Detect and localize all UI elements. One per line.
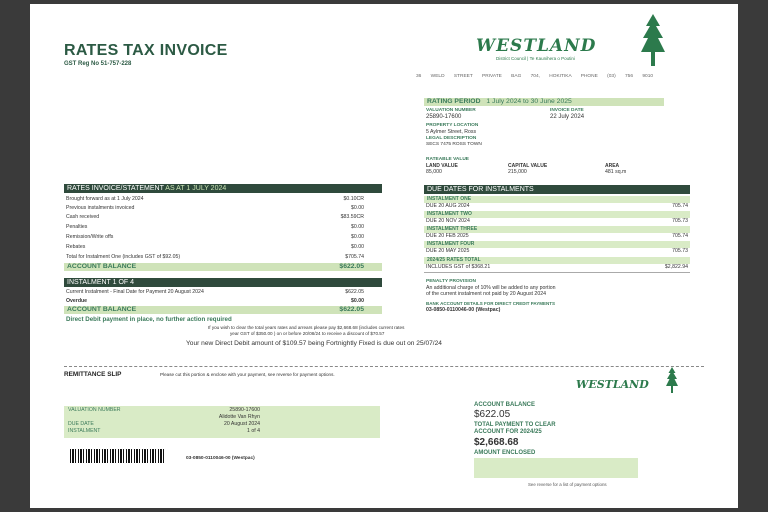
overdue-value: $0.00 (351, 298, 364, 304)
statement-row (66, 196, 364, 202)
rating-period-value: 1 July 2024 to 30 June 2025 (486, 98, 572, 105)
capital-value: 215,000 (508, 169, 527, 175)
area-label: AREA (605, 163, 620, 169)
statement-row-value: $0.00 (351, 224, 364, 230)
instalment-balance-value: $622.05 (339, 306, 364, 313)
current-instalment-value: $622.05 (345, 289, 364, 295)
due-dates-heading: DUE DATES FOR INSTALMENTS (424, 185, 690, 194)
property-location: 5 Aylmer Street, Ross (426, 129, 477, 135)
penalty-text-1: An additional charge of 10% will be added to any portion (426, 285, 556, 291)
remittance-row (68, 428, 260, 434)
instalment-heading: INSTALMENT 1 OF 4 (64, 278, 382, 287)
remittance-logo: WESTLAND (576, 378, 649, 391)
total-clear-label-1: TOTAL PAYMENT TO CLEAR (474, 422, 556, 428)
direct-debit-amount-note: Your new Direct Debit amount of $109.57 being Fortnightly Fixed is due out on 25/07/24 (186, 340, 442, 347)
remittance-instruction: Please cut this portion & enclose with your payment, see reverse for payment options. (160, 372, 335, 377)
barcode (70, 449, 166, 463)
statement-row-label: Brought forward as at 1 July 2024 (66, 196, 144, 202)
rating-period-label: RATING PERIOD (427, 98, 481, 105)
land-value: 85,000 (426, 169, 442, 175)
instalment-due-row (426, 233, 688, 239)
area-value: 481 sq.m (605, 169, 627, 175)
legal-description-label: LEGAL DESCRIPTION (426, 136, 477, 141)
statement-row-value: $0.00 (351, 244, 364, 250)
remittance-bank-ref: 03-0850-0110046-00 (Westpac) (186, 456, 255, 461)
property-location-label: PROPERTY LOCATION (426, 123, 479, 128)
statement-row-label: Total for Instalment One (includes GST of $92.05) (66, 254, 181, 260)
penalty-label: PENALTY PROVISION (426, 279, 476, 284)
statement-heading (64, 184, 382, 193)
instalment-due-date: DUE 20 MAY 2025 (426, 248, 470, 254)
overdue-label: Overdue (66, 298, 88, 304)
instalment-due-row (426, 203, 688, 209)
remittance-tree-icon (664, 366, 680, 394)
legal-description: SECS 7475 ROSS TOWN (426, 142, 482, 147)
statement-balance-bar (64, 263, 382, 271)
statement-row-value: $0.10CR (343, 196, 364, 202)
remittance-row-value: 1 of 4 (247, 428, 260, 434)
statement-row-value: $83.59CR (340, 214, 364, 220)
tree-logo-icon (638, 12, 668, 68)
invoice-page (30, 4, 738, 508)
amount-enclosed-label: AMOUNT ENCLOSED (474, 450, 536, 456)
divider (424, 272, 690, 273)
statement-row (66, 214, 364, 220)
statement-row-label: Remission/Write offs (66, 234, 114, 240)
statement-row-value: $0.00 (351, 234, 364, 240)
statement-balance-label: ACCOUNT BALANCE (67, 263, 137, 270)
current-instalment-row (66, 289, 364, 295)
total-clear-value: $2,668.68 (474, 437, 519, 448)
total-clear-label-2: ACCOUNT FOR 2024/25 (474, 429, 542, 435)
statement-row (66, 244, 364, 250)
remittance-balance-label: ACCOUNT BALANCE (474, 402, 535, 408)
direct-debit-note: Direct Debit payment in place, no further action required (66, 316, 232, 323)
penalty-text-2: of the current instalment not paid by 20 August 2024 (426, 291, 546, 297)
capital-value-label: CAPITAL VALUE (508, 163, 548, 169)
remittance-row-label: DUE DATE (68, 421, 94, 427)
bank-account-number: 03-0850-0110046-00 (Westpac) (426, 307, 501, 313)
statement-heading-label: RATES INVOICE/STATEMENT (67, 185, 164, 192)
invoice-date: 22 July 2024 (550, 114, 585, 120)
statement-row-value: $0.00 (351, 205, 364, 211)
statement-row-label: Rebates (66, 244, 86, 250)
remittance-title: REMITTANCE SLIP (64, 371, 122, 378)
instalment-amount: 705.73 (672, 248, 688, 254)
instalment-balance-label: ACCOUNT BALANCE (67, 306, 137, 313)
statement-row (66, 254, 364, 260)
amount-enclosed-field[interactable] (474, 458, 638, 478)
clear-note-line-2: year GST of $350.00 ) on or before 20/08/24 to receive a discount of $70.57 (230, 331, 385, 336)
instalment-amount: 705.73 (672, 218, 688, 224)
remittance-row-label: VALUATION NUMBER (68, 407, 121, 413)
payment-options-note: See reverse for a list of payment options (528, 482, 607, 487)
instalment-amount: 705.74 (672, 203, 688, 209)
cut-line (64, 366, 704, 367)
land-value-label: LAND VALUE (426, 163, 458, 169)
remittance-balance-value: $622.05 (474, 409, 511, 420)
statement-balance-value: $622.05 (339, 263, 364, 270)
invoice-date-label: INVOICE DATE (550, 108, 584, 113)
statement-row (66, 205, 364, 211)
statement-row-label: Previous instalments invoiced (66, 205, 135, 211)
instalment-four-label: INSTALMENT FOUR (424, 241, 690, 248)
invoice-title: RATES TAX INVOICE (64, 42, 228, 59)
current-instalment-label: Current Instalment - Final Date for Payment 20 August 2024 (66, 289, 204, 295)
statement-row (66, 224, 364, 230)
council-address: 36 WELD STREET PRIVATE BAG 704, HOKITIKA PHONE (03) 756 9010 (416, 74, 654, 79)
statement-row (66, 234, 364, 240)
instalment-due-date: DUE 20 AUG 2024 (426, 203, 470, 209)
statement-row-label: Penalties (66, 224, 88, 230)
instalment-due-date: DUE 20 NOV 2024 (426, 218, 470, 224)
remittance-row-value: 25890-17600 (229, 407, 260, 413)
instalment-amount: 705.74 (672, 233, 688, 239)
valuation-number-label: VALUATION NUMBER (426, 108, 476, 113)
clear-note-line-1: If you wish to clear the total years rates and arrears please pay $2,668.68 (includes current rates (208, 325, 405, 330)
statement-heading-date: AS AT 1 JULY 2024 (165, 185, 227, 192)
remittance-row-label: INSTALMENT (68, 428, 101, 434)
rates-total-row (426, 264, 688, 270)
bank-details-label: BANK ACCOUNT DETAILS FOR DIRECT CREDIT PAYMENTS (426, 301, 556, 306)
rating-period-bar (424, 98, 664, 106)
gst-reg-number: GST Reg No 51-757-228 (64, 61, 132, 67)
instalment-three-label: INSTALMENT THREE (424, 226, 690, 233)
remittance-row (68, 421, 260, 427)
instalment-one-label: INSTALMENT ONE (424, 196, 690, 203)
statement-row-value: $705.74 (345, 254, 364, 260)
overdue-row (66, 298, 364, 304)
rates-total-gst: INCLUDES GST of $368.21 (426, 264, 491, 270)
remittance-row-value: Alidotte Van Rhyn (218, 414, 260, 420)
instalment-balance-bar (64, 306, 382, 314)
statement-row-label: Cash received (66, 214, 100, 220)
instalment-due-date: DUE 20 FEB 2025 (426, 233, 469, 239)
rates-total-label: 2024/25 RATES TOTAL (424, 257, 690, 264)
valuation-number: 25890-17600 (426, 114, 462, 120)
rates-total-amount: $2,822.94 (664, 264, 688, 270)
rateable-value-label: RATEABLE VALUE (426, 157, 469, 162)
instalment-two-label: INSTALMENT TWO (424, 211, 690, 218)
instalment-due-row (426, 248, 688, 254)
logo-subtitle: District Council | Te Kaunihera o Poutini (496, 56, 575, 61)
remittance-row (68, 407, 260, 413)
westland-logo: WESTLAND (476, 36, 597, 56)
remittance-row-value: 20 August 2024 (223, 421, 260, 427)
instalment-due-row (426, 218, 688, 224)
